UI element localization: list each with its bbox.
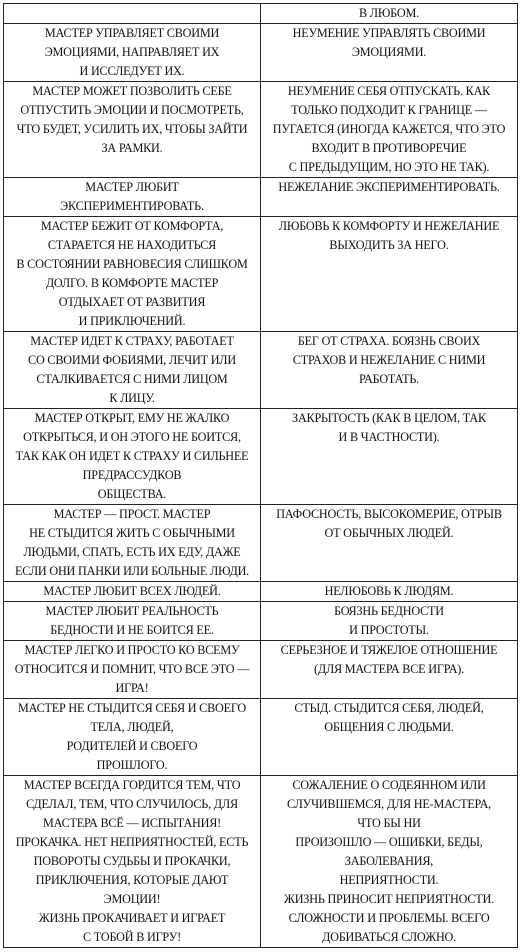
master-cell xyxy=(4,4,261,24)
cell-text-line: ЗАБОЛЕВАНИЯ, xyxy=(344,854,434,868)
cell-text-line: МАСТЕР НЕ СТЫДИТСЯ СЕБЯ И СВОЕГО xyxy=(17,701,247,715)
cell-text-line: МАСТЕРА ВСЁ — ИСПЫТАНИЯ! xyxy=(42,816,222,830)
master-cell xyxy=(4,602,261,641)
cell-text-line: НЕУМЕНИЕ УПРАВЛЯТЬ СВОИМИ xyxy=(292,26,486,40)
cell-text-line: С ПРЕДЫДУЩИМ, НО ЭТО НЕ ТАК). xyxy=(288,160,490,174)
cell-text-line: СТРАХОВ И НЕЖЕЛАНИЕ С НИМИ xyxy=(292,353,486,367)
cell-text-line: ТАК КАК ОН ИДЕТ К СТРАХУ И СИЛЬНЕЕ xyxy=(15,449,249,463)
antimaster-cell xyxy=(261,602,518,641)
cell-text-line: И ИССЛЕДУЕТ ИХ. xyxy=(79,64,185,78)
antimaster-cell xyxy=(261,699,518,776)
cell-text-line: ОТПУСТИТЬ ЭМОЦИИ И ПОСМОТРЕТЬ, xyxy=(20,103,244,117)
cell-text-line: МАСТЕР УПРАВЛЯЕТ СВОИМИ xyxy=(44,26,220,40)
cell-text-line: НЕЛЮБОВЬ К ЛЮДЯМ. xyxy=(324,584,454,598)
cell-text-line: МАСТЕР ЛЮБИТ РЕАЛЬНОСТЬ xyxy=(45,604,219,618)
cell-text-line: ТОЛЬКО ПОДХОДИТ К ГРАНИЦЕ — xyxy=(291,103,487,117)
master-antimaster-table xyxy=(3,3,518,948)
cell-text-line: К ЛИЦУ. xyxy=(109,391,155,405)
cell-text-line xyxy=(6,4,258,23)
cell-text-line: СДЕЛАЛ, ТЕМ, ЧТО СЛУЧИЛОСЬ, ДЛЯ xyxy=(26,797,238,811)
cell-text-line: ЛЮБОВЬ К КОМФОРТУ И НЕЖЕЛАНИЕ xyxy=(278,219,500,233)
antimaster-cell xyxy=(261,4,518,24)
table-row xyxy=(4,699,518,776)
cell-text-line: СТАРАЕТСЯ НЕ НАХОДИТЬСЯ xyxy=(47,238,217,252)
master-cell xyxy=(4,82,261,178)
cell-text-line: ЛЮДЬМИ, СПАТЬ, ЕСТЬ ИХ ЕДУ, ДАЖЕ xyxy=(23,545,241,559)
cell-text-line: ОБЩЕСТВА. xyxy=(97,487,167,501)
cell-text-line: ЭМОЦИЯМИ, НАПРАВЛЯЕТ ИХ xyxy=(44,45,220,59)
cell-text-line: И ПРИКЛЮЧЕНИЙ. xyxy=(78,314,186,328)
table-row xyxy=(4,602,518,641)
cell-text-line: ЗА РАМКИ. xyxy=(101,141,163,155)
antimaster-cell xyxy=(261,82,518,178)
cell-text-line: СЛУЧИВШЕМСЯ, ДЛЯ НЕ-МАСТЕРА, xyxy=(286,797,492,811)
cell-text-line: СО СВОИМИ ФОБИЯМИ, ЛЕЧИТ ИЛИ xyxy=(28,353,236,367)
master-cell xyxy=(4,641,261,699)
cell-text-line: ПАФОСНОСТЬ, ВЫСОКОМЕРИЕ, ОТРЫВ xyxy=(276,507,502,521)
table-body xyxy=(4,4,518,948)
cell-text-line: МАСТЕР ОТКРЫТ, ЕМУ НЕ ЖАЛКО xyxy=(34,411,230,425)
cell-text-line: МАСТЕР ИДЕТ К СТРАХУ, РАБОТАЕТ xyxy=(30,334,234,348)
antimaster-cell xyxy=(261,217,518,332)
table-row xyxy=(4,409,518,505)
cell-text-line: МАСТЕР — ПРОСТ. МАСТЕР xyxy=(53,507,211,521)
antimaster-cell xyxy=(261,582,518,602)
master-cell xyxy=(4,332,261,409)
antimaster-cell xyxy=(261,776,518,948)
cell-text-line: ОТДЫХАЕТ ОТ РАЗВИТИЯ xyxy=(58,295,206,309)
master-cell xyxy=(4,409,261,505)
cell-text-line: ОТКРЫТЬСЯ, И ОН ЭТОГО НЕ БОИТСЯ, xyxy=(23,430,241,444)
cell-text-line: ЭМОЦИЯМИ. xyxy=(351,45,427,59)
antimaster-cell xyxy=(261,409,518,505)
master-cell xyxy=(4,699,261,776)
cell-text-line: МАСТЕР ВСЕГДА ГОРДИТСЯ ТЕМ, ЧТО xyxy=(23,778,241,792)
cell-text-line: ОТНОСИТСЯ И ПОМНИТ, ЧТО ВСЕ ЭТО — xyxy=(14,662,250,676)
table-row xyxy=(4,24,518,82)
cell-text-line: НЕУМЕНИЕ СЕБЯ ОТПУСКАТЬ. КАК xyxy=(287,84,491,98)
cell-text-line: РОДИТЕЛЕЙ И СВОЕГО xyxy=(66,739,198,753)
cell-text-line: МАСТЕР БЕЖИТ ОТ КОМФОРТА, xyxy=(40,219,224,233)
cell-text-line: НЕ СТЫДИТСЯ ЖИТЬ С ОБЫЧНЫМИ xyxy=(29,526,235,540)
table-row xyxy=(4,4,518,24)
cell-text-line: ПРИКЛЮЧЕНИЯ, КОТОРЫЕ ДАЮТ xyxy=(35,873,229,887)
table-row xyxy=(4,332,518,409)
cell-text-line: ЧТО БУДЕТ, УСИЛИТЬ ИХ, ЧТОБЫ ЗАЙТИ xyxy=(16,122,248,136)
cell-text-line: СЕРЬЕЗНОЕ И ТЯЖЕЛОЕ ОТНОШЕНИЕ xyxy=(280,643,498,657)
cell-text-line: ЖИЗНЬ ПРОКАЧИВАЕТ И ИГРАЕТ xyxy=(38,911,226,925)
cell-text-line: СТАЛКИВАЕТСЯ С НИМИ ЛИЦОМ xyxy=(36,372,228,386)
cell-text-line: ОБЩЕНИЯ С ЛЮДЬМИ. xyxy=(324,720,454,734)
cell-text-line: ЭКСПЕРИМЕНТИРОВАТЬ. xyxy=(60,199,204,213)
cell-text-line: НЕЖЕЛАНИЕ ЭКСПЕРИМЕНТИРОВАТЬ. xyxy=(278,180,500,194)
cell-text-line: ДОБИВАТЬСЯ СЛОЖНО. xyxy=(321,930,456,944)
cell-text-line: С ТОБОЙ В ИГРУ! xyxy=(82,930,181,944)
antimaster-cell xyxy=(261,641,518,699)
cell-text-line: СТЫД. СТЫДИТСЯ СЕБЯ, ЛЮДЕЙ, xyxy=(294,701,484,715)
cell-text-line: МАСТЕР ЛЮБИТ xyxy=(85,180,179,194)
cell-text-line: МАСТЕР МОЖЕТ ПОЗВОЛИТЬ СЕБЕ xyxy=(32,84,232,98)
antimaster-cell xyxy=(261,24,518,82)
table-row xyxy=(4,505,518,582)
cell-text-line: ЗАКРЫТОСТЬ (КАК В ЦЕЛОМ, ТАК xyxy=(292,411,486,425)
master-cell xyxy=(4,505,261,582)
antimaster-cell xyxy=(261,505,518,582)
cell-text-line: ЧТО БЫ НИ xyxy=(357,816,421,830)
cell-text-line: СЛОЖНОСТИ И ПРОБЛЕМЫ. ВСЕГО xyxy=(288,911,490,925)
cell-text-line: ПУГАЕТСЯ (ИНОГДА КАЖЕТСЯ, ЧТО ЭТО xyxy=(272,122,506,136)
cell-text-line: ЕСЛИ ОНИ ПАНКИ ИЛИ БОЛЬНЫЕ ЛЮДИ. xyxy=(14,564,250,578)
cell-text-line: (ДЛЯ МАСТЕРА ВСЕ ИГРА). xyxy=(313,662,465,676)
cell-text-line: ВХОДИТ В ПРОТИВОРЕЧИЕ xyxy=(311,141,467,155)
master-cell xyxy=(4,24,261,82)
master-cell xyxy=(4,582,261,602)
cell-text-line: В ЛЮБОМ. xyxy=(359,6,419,20)
master-cell xyxy=(4,217,261,332)
cell-text-line: ЖИЗНЬ ПРИНОСИТ НЕПРИЯТНОСТИ. xyxy=(283,892,494,906)
cell-text-line: БЕДНОСТИ И НЕ БОИТСЯ ЕЕ. xyxy=(50,623,214,637)
cell-text-line: И В ЧАСТНОСТИ). xyxy=(338,430,440,444)
cell-text-line: ПРОИЗОШЛО — ОШИБКИ, БЕДЫ, xyxy=(295,835,483,849)
cell-text-line: РАБОТАТЬ. xyxy=(359,372,419,386)
cell-text-line: ПРЕДРАССУДКОВ xyxy=(82,468,182,482)
cell-text-line: МАСТЕР ЛЮБИТ ВСЕХ ЛЮДЕЙ. xyxy=(43,584,221,598)
cell-text-line: ПРОКАЧКА. НЕТ НЕПРИЯТНОСТЕЙ, ЕСТЬ xyxy=(15,835,249,849)
table-row xyxy=(4,582,518,602)
table-row xyxy=(4,178,518,217)
antimaster-cell xyxy=(261,332,518,409)
cell-text-line: ПРОШЛОГО. xyxy=(96,758,168,772)
cell-text-line: СОЖАЛЕНИЕ О СОДЕЯННОМ ИЛИ xyxy=(292,778,486,792)
cell-text-line: ОТ ОБЫЧНЫХ ЛЮДЕЙ. xyxy=(324,526,454,540)
cell-text-line: ИГРА! xyxy=(115,681,149,695)
antimaster-cell xyxy=(261,178,518,217)
cell-text-line: НЕПРИЯТНОСТИ. xyxy=(339,873,439,887)
table-row xyxy=(4,217,518,332)
cell-text-line: БЕГ ОТ СТРАХА. БОЯЗНЬ СВОИХ xyxy=(297,334,481,348)
cell-text-line: МАСТЕР ЛЕГКО И ПРОСТО КО ВСЕМУ xyxy=(24,643,240,657)
cell-text-line: И ПРОСТОТЫ. xyxy=(349,623,429,637)
table-row xyxy=(4,641,518,699)
cell-text-line: ТЕЛА, ЛЮДЕЙ, xyxy=(90,720,174,734)
master-cell xyxy=(4,178,261,217)
cell-text-line: БОЯЗНЬ БЕДНОСТИ xyxy=(334,604,444,618)
cell-text-line: ЭМОЦИИ! xyxy=(103,892,161,906)
cell-text-line: ВЫХОДИТЬ ЗА НЕГО. xyxy=(329,238,449,252)
cell-text-line: ПОВОРОТЫ СУДЬБЫ И ПРОКАЧКИ, xyxy=(33,854,231,868)
table-row xyxy=(4,776,518,948)
master-cell xyxy=(4,776,261,948)
cell-text-line: ДОЛГО. В КОМФОРТЕ МАСТЕР xyxy=(45,276,219,290)
cell-text-line: В СОСТОЯНИИ РАВНОВЕСИЯ СЛИШКОМ xyxy=(16,257,248,271)
table-row xyxy=(4,82,518,178)
